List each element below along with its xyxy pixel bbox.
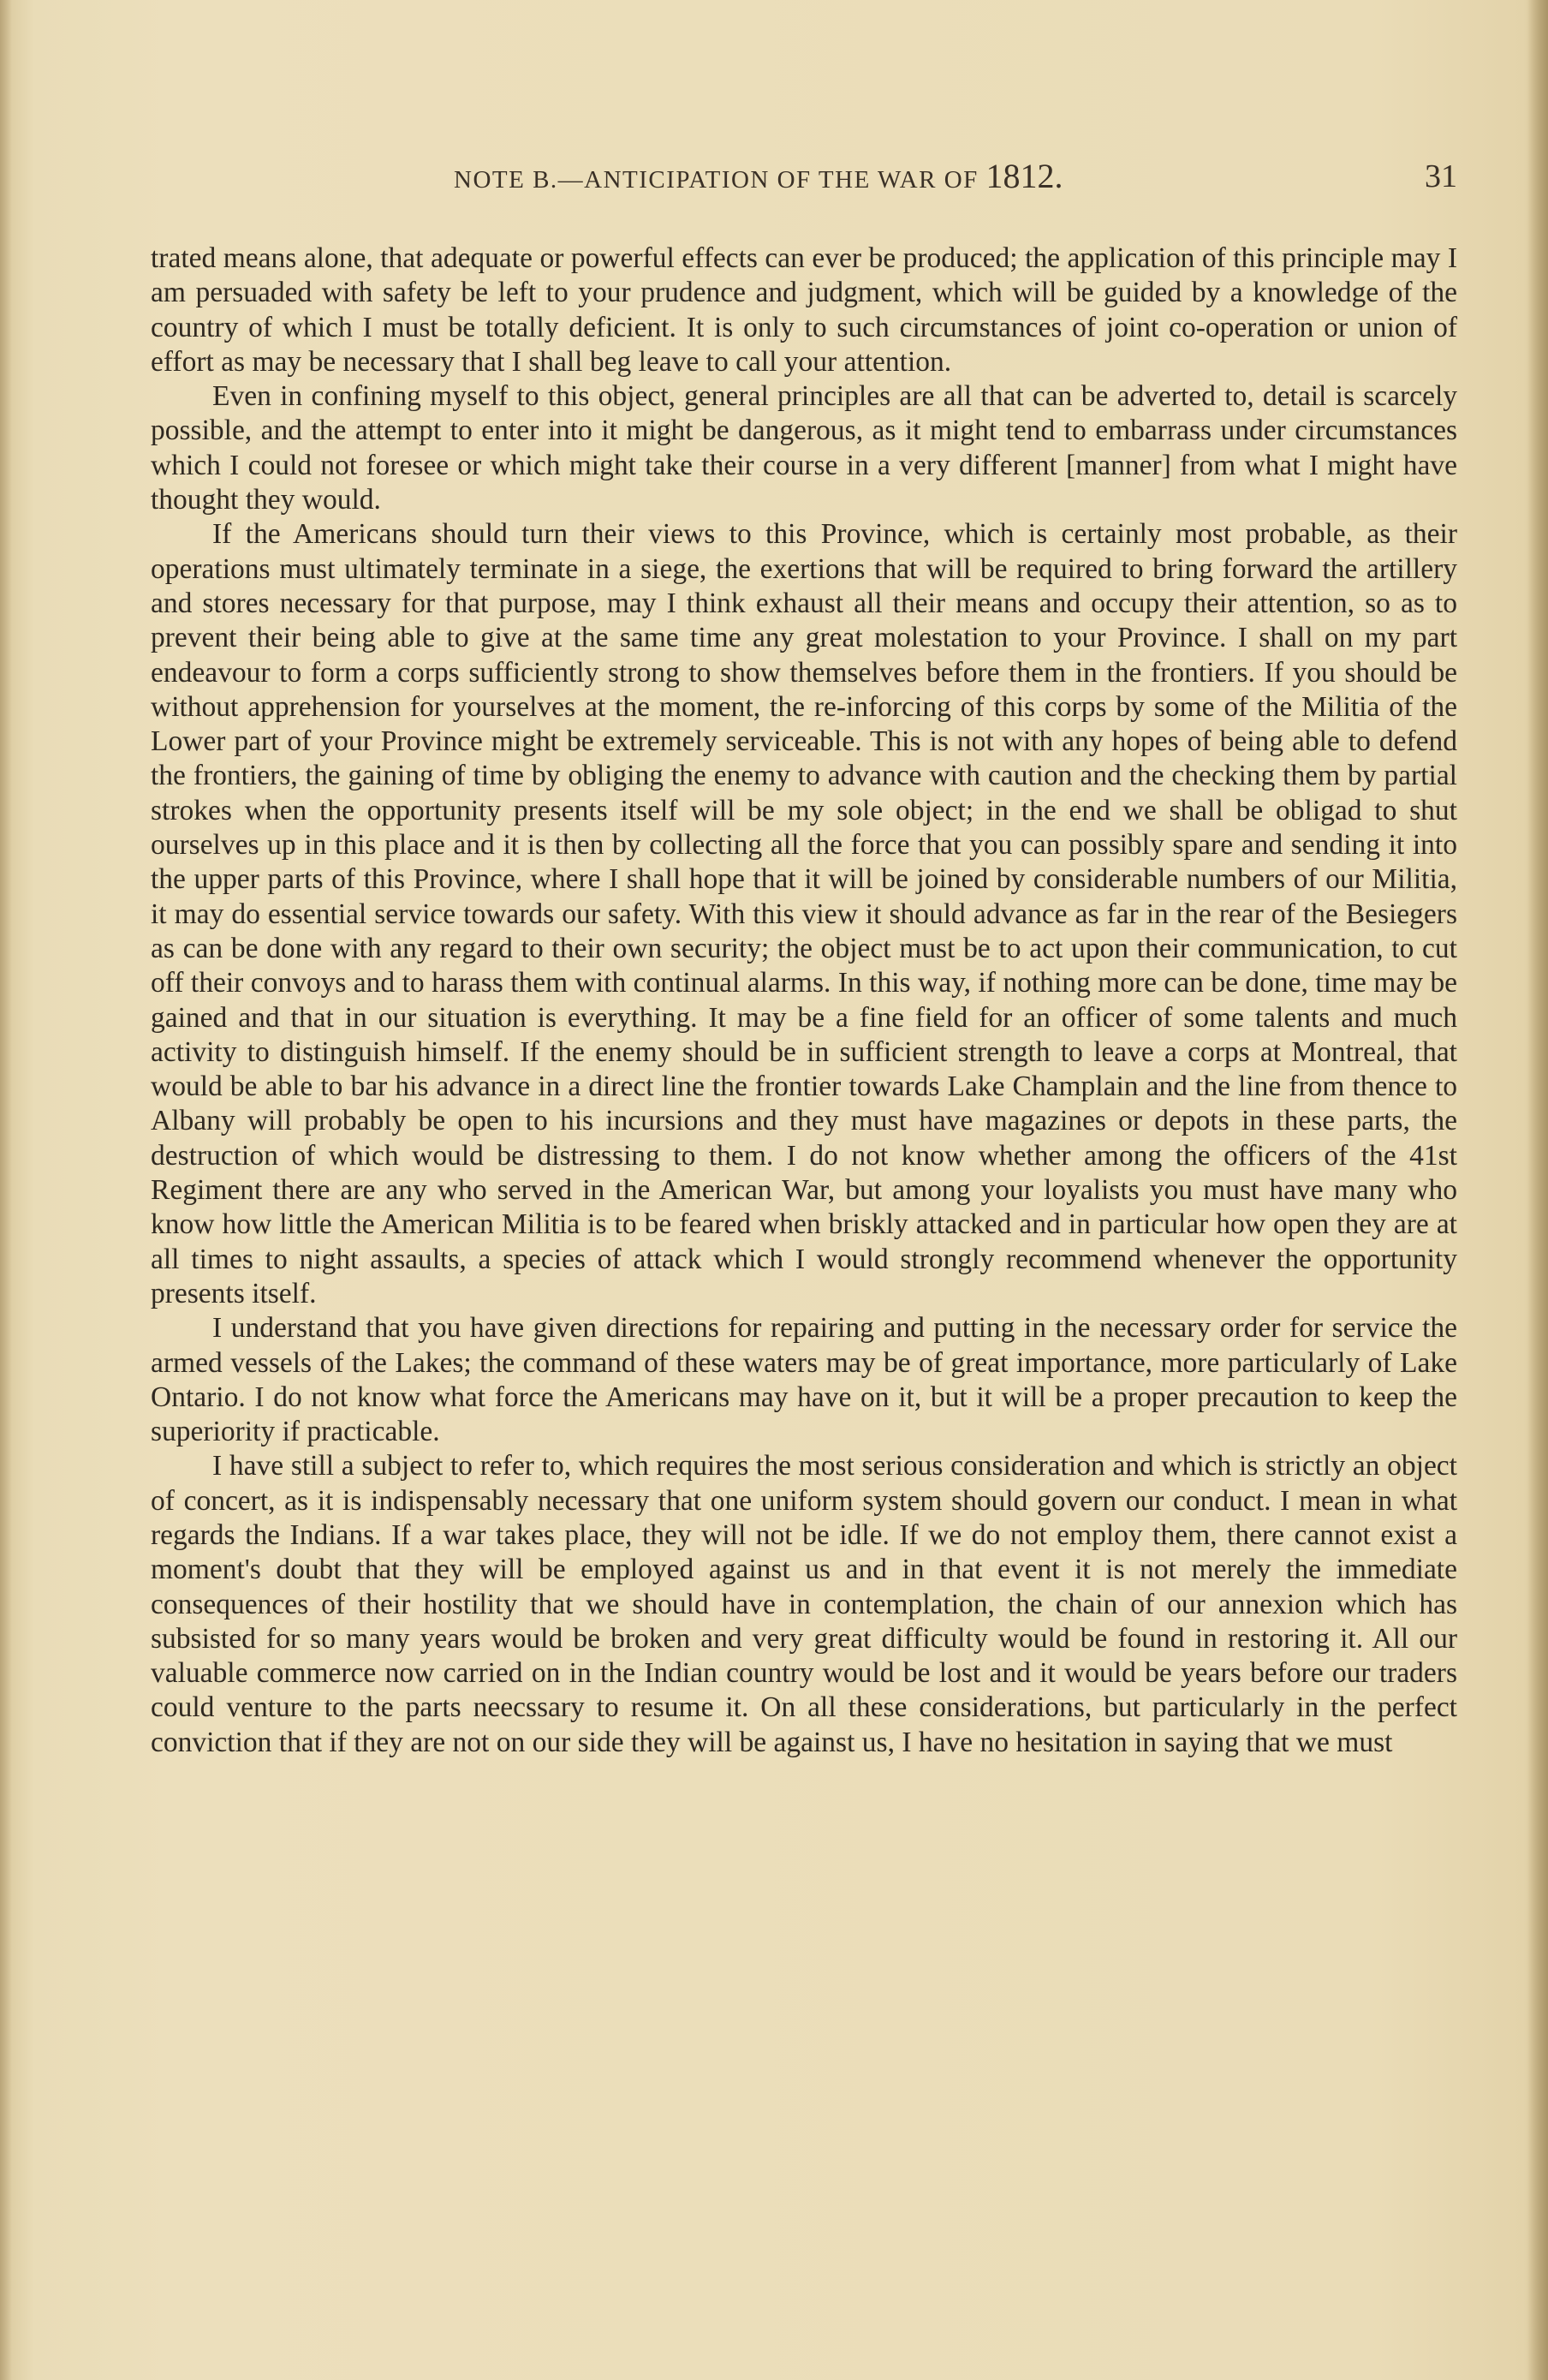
page-edge-right [1527,0,1548,2380]
page-edge-left [0,0,12,2380]
page-header [151,156,1457,207]
paragraph-americans-province: If the Americans should turn their views to this Province, which is certainly most probable, as their operations must ultimately terminate in a siege, the exertions that will be required to bring forward the artillery and stores necessary for that purpose, may I think exhaust all their means and occupy their attention, so as to prevent their being able to give at the same time any great molestation to your Province. I shall on my part endeavour to form a corps sufficiently strong to show themselves before them in the frontiers. If you should be without apprehension for yourselves at the moment, the re-inforcing of this corps by some of the Militia of the Lower part of your Province might be extremely serviceable. This is not with any hopes of being able to defend the frontiers, the gaining of time by obliging the enemy to advance with caution and the checking them by partial strokes when the opportunity presents itself will be my sole object; in the end we shall be obligad to shut ourselves up in this place and it is then by collecting all the force that you can possibly spare and sending it into the upper parts of this Province, where I shall hope that it will be joined by considerable numbers of our Militia, it may do essential service towards our safety. With this view it should advance as far in the rear of the Besiegers as can be done with any regard to their own security; the object must be to act upon their communication, to cut off their convoys and to harass them with continual alarms. In this way, if nothing more can be done, time may be gained and that in our situation is everything. It may be a fine field for an officer of some talents and much activity to distinguish himself. If the enemy should be in sufficient strength to leave a corps at Montreal, that would be able to bar his advance in a direct line the frontier towards Lake Champlain and the line from thence to Albany will probably be open to his incursions and they must have magazines or depots in these parts, the destruction of which would be distressing to them. I do not know whether among the officers of the 41st Regiment there are any who served in the American War, but among your loyalists you must have many who know how little the American Militia is to be feared when briskly attacked and in particular how open they are at all times to night assaults, a species of attack which I would strongly recommend whenever the opportunity presents itself. [151,518,1457,1309]
paragraph-general-principles: Even in confining myself to this object, general principles are all that can be adverted to, detail is scarcely possible, and the attempt to enter into it might be dangerous, as it might tend to embarrass under circumstances which I could not foresee or which might take their course in a very different [manner] from what I might have thought they would. [151,380,1457,516]
paragraph-armed-vessels: I understand that you have given directions for repairing and putting in the necessary order for service the armed vessels of the Lakes; the command of these waters may be of great importance, more particularly of Lake Ontario. I do not know what force the Americans may have on it, but it will be a proper precaution to keep the superiority if practicable. [151,1312,1457,1448]
paragraph-continued: trated means alone, that adequate or powerful effects can ever be produced; the application of this principle may I am persuaded with safety be left to your prudence and judgment, which will be guided by a knowledge of the country of which I must be totally deficient. It is only to such circumstances of joint co-operation or union of effort as may be necessary that I shall beg leave to call your attention. [151,242,1457,378]
running-head-text: NOTE B.—ANTICIPATION OF THE WAR OF [454,166,986,194]
body-text [151,242,1457,1760]
page-number: 31 [1425,158,1457,194]
running-head-year: 1812. [985,157,1063,195]
running-head [454,156,1063,196]
paragraph-indians: I have still a subject to refer to, which requires the most serious consideration and which is strictly an object of concert, as it is indispensably necessary that one uniform system should govern our conduct. I mean in what regards the Indians. If a war takes place, they will not be idle. If we do not employ them, there cannot exist a moment's doubt that they will be employed against us and in that event it is not merely the immediate consequences of their hostility that we should have in contemplation, the chain of our annexion which has subsisted for so many years would be broken and very great difficulty would be found in restoring it. All our valuable commerce now carried on in the Indian country would be lost and it would be years before our traders could venture to the parts neecssary to resume it. On all these considerations, but particularly in the perfect conviction that if they are not on our side they will be against us, I have no hesitation in saying that we must [151,1450,1457,1758]
